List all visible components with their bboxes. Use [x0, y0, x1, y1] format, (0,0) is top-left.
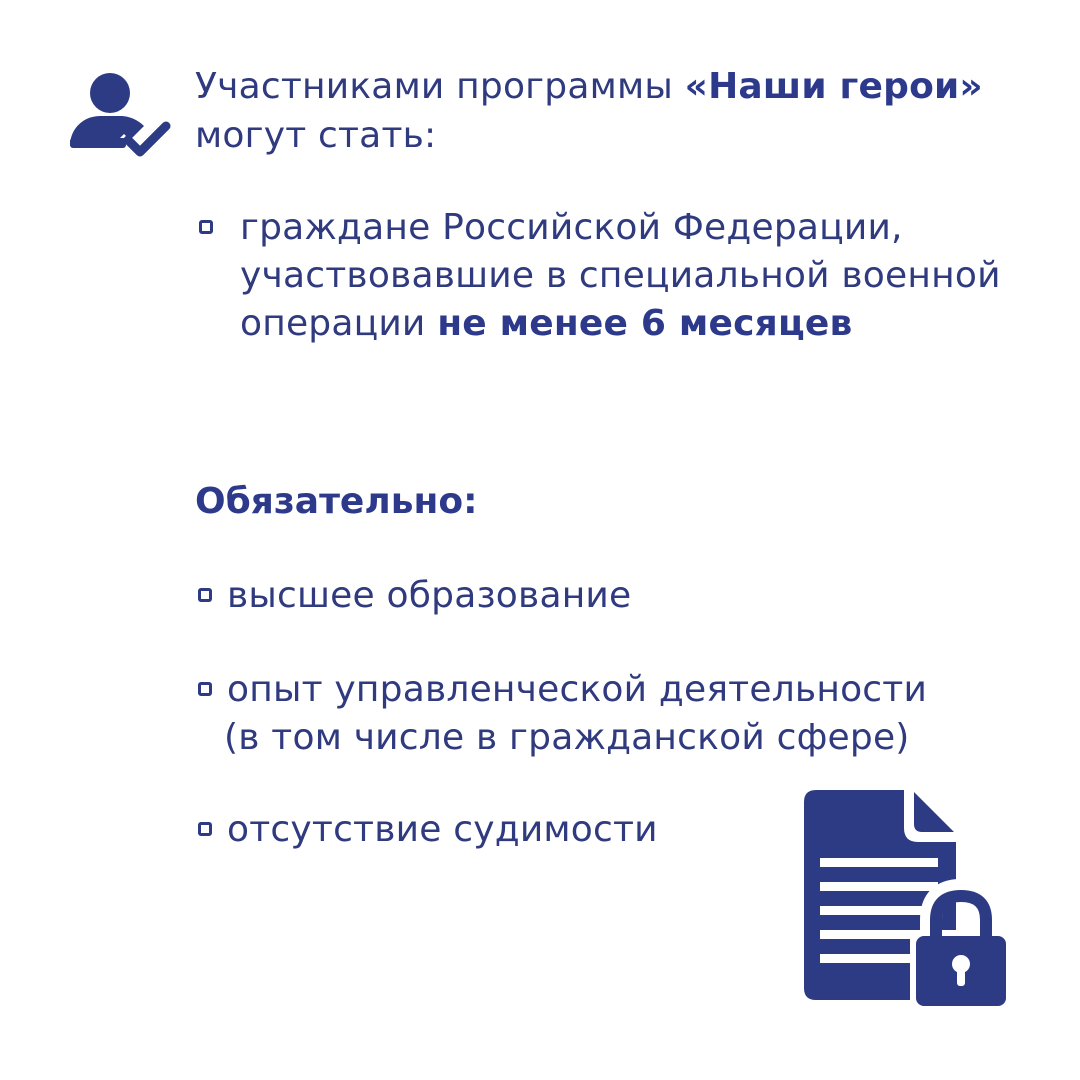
eligibility-item-text: граждане Российской Федерации, участвовавшие в специальной военной операции: [240, 207, 1001, 344]
intro-text: [195, 62, 1055, 160]
requirement-item-line2: (в том числе в гражданской сфере): [224, 717, 910, 758]
bullet-icon: [198, 682, 212, 696]
bullet-icon: [198, 822, 212, 836]
eligibility-item: [240, 204, 1030, 348]
intro-suffix: могут стать:: [195, 115, 437, 156]
document-lock-icon: [800, 786, 1014, 1012]
requirements-heading: Обязательно:: [195, 481, 478, 522]
bullet-icon: [198, 588, 212, 602]
user-check-icon: [68, 70, 172, 162]
program-name: «Наши герои»: [684, 66, 983, 107]
requirement-item: [224, 666, 987, 762]
requirement-item: высшее образование: [227, 575, 632, 616]
bullet-icon: [199, 220, 213, 234]
requirement-item-line1: опыт управленческой деятельности: [227, 669, 928, 710]
eligibility-item-emphasis: не менее 6 месяцев: [437, 303, 853, 344]
intro-prefix: Участниками программы: [195, 66, 673, 107]
requirement-item: отсутствие судимости: [227, 809, 658, 850]
